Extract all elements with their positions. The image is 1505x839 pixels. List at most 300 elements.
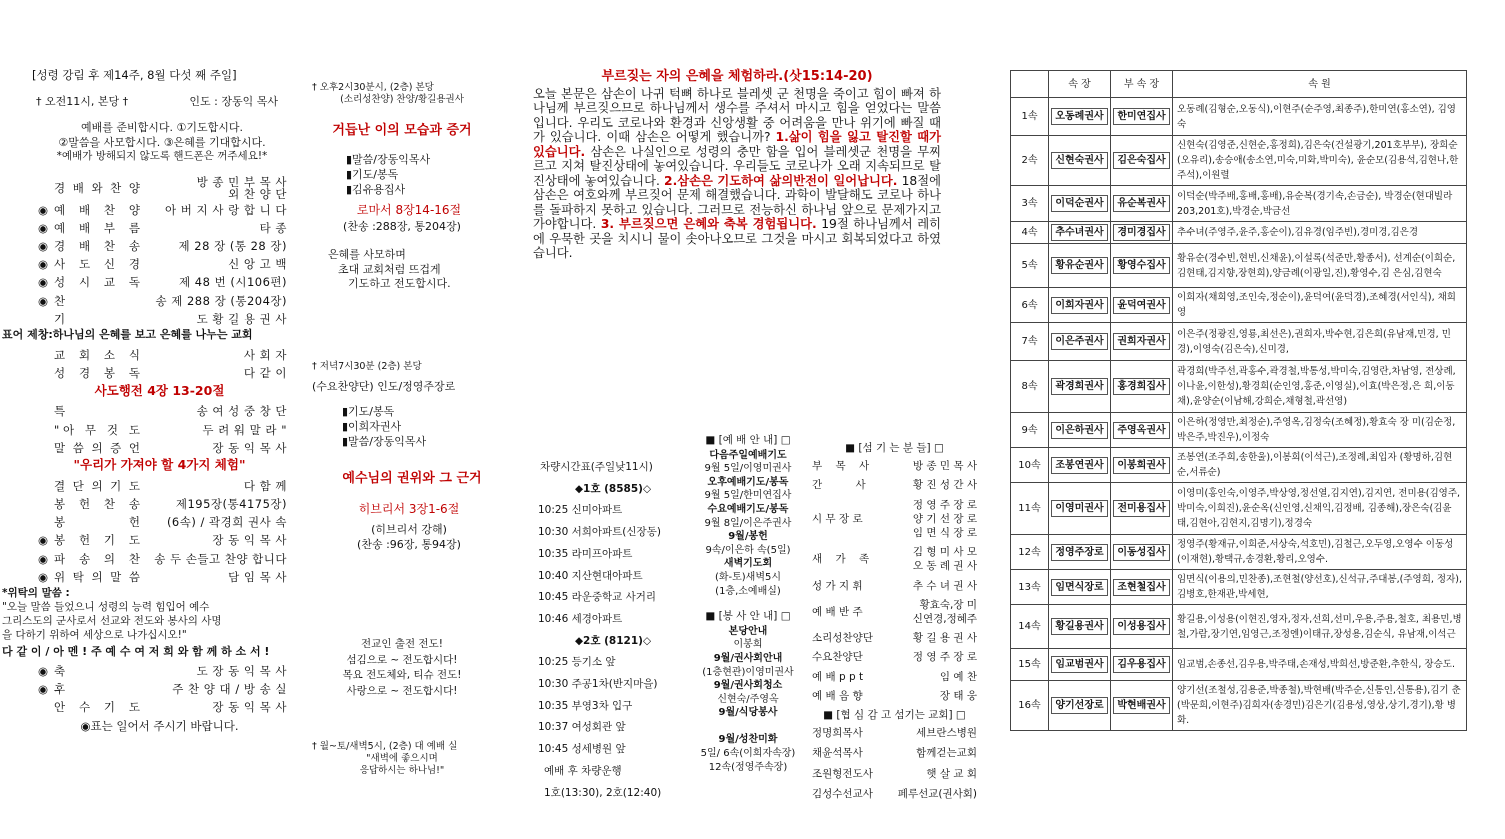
sub-leader-pill: 한미연집사	[1113, 108, 1169, 125]
staff-role: 예 배 음 향	[812, 689, 863, 702]
order-row	[32, 219, 287, 237]
staff-header: ■ [섬 기 는 분 들] □	[845, 442, 944, 454]
eve-title: 예수님의 권위와 그 근거	[342, 471, 482, 486]
cell-members: 황유순(경수빈,현빈,신채윤),이설록(석준만,황종서), 선계순(이희순,김현태,김지향,장현희),양금례(이광일,진),황영수,김 은심,김현숙	[1173, 244, 1467, 288]
order-row	[32, 201, 287, 219]
staff-name-line: 장 태 웅	[939, 689, 977, 702]
sub-leader-pill: 조현철집사	[1113, 579, 1169, 596]
vehicle-stop: 10:25 신미아파트	[538, 504, 623, 517]
order-char: 기	[103, 533, 116, 548]
order-char: 결	[54, 478, 66, 493]
leader-pill: 이은하권사	[1051, 422, 1107, 439]
sub-leader-pill: 주영옥권사	[1113, 422, 1169, 439]
order-char: 경	[54, 239, 66, 253]
sub-leader-pill: 전미용집사	[1113, 500, 1169, 517]
cell-leader	[1049, 448, 1111, 483]
cell-no: 8속	[1011, 361, 1049, 413]
order-item	[54, 275, 146, 290]
order-char: 말	[110, 569, 122, 584]
cell-sub-leader	[1111, 649, 1173, 681]
order-value: (6속) / 곽경희 권사 속	[166, 515, 287, 530]
motto-line: 표어 제창:하나님의 은혜를 보고 은혜를 나누는 교회	[2, 328, 253, 342]
staff-role: 예 배 p p t	[812, 670, 864, 683]
cell-group-row	[1011, 136, 1467, 186]
staff-name	[894, 478, 977, 492]
sermon-p4: 19절 하나님께서 레히에 우묵한 곳을 치시니 물이 솟아나오므로 그것을 마시고 회복되었다고 하였습니다.	[533, 217, 941, 261]
order-char: 기	[110, 478, 122, 493]
order-value: 다 같 이	[243, 366, 287, 381]
vehicle-stop: 10:30 서희아파트(신장동)	[538, 526, 661, 539]
order-char: 경	[54, 180, 66, 195]
vehicle-stop: 10:25 등기소 앞	[538, 656, 616, 669]
cell-leader	[1049, 361, 1111, 413]
order-char: 특	[54, 404, 66, 419]
leader-pill: 이덕순권사	[1051, 195, 1107, 212]
col-members: 속 원	[1173, 71, 1467, 98]
order-char: 안	[54, 700, 66, 715]
cell-group-row	[1011, 413, 1467, 448]
order-char: 회	[78, 347, 91, 362]
afternoon-service	[312, 82, 492, 778]
cell-group-row	[1011, 222, 1467, 244]
mission-place: 페루선교(권사회)	[897, 787, 977, 800]
leader-pill: 임면식장로	[1051, 579, 1107, 596]
order-char: 배	[78, 202, 91, 217]
order-value-line: 방 종 민 부 목 사	[196, 175, 287, 189]
order-char: 헌	[78, 497, 91, 512]
guide-line: 수요예배기도/봉독	[707, 503, 789, 515]
staff-list	[812, 441, 977, 807]
cell-no: 10속	[1011, 448, 1049, 483]
eve-item: ▮이희자권사	[342, 420, 402, 433]
order-mark: ◉	[37, 664, 49, 678]
cell-sub-leader	[1111, 288, 1173, 323]
staff-row	[812, 650, 977, 664]
order-char: 헌	[78, 533, 91, 548]
cell-group-row	[1011, 288, 1467, 323]
cell-sub-leader	[1111, 244, 1173, 288]
staff-role: 간 사	[812, 479, 866, 492]
order-char: 의	[91, 478, 103, 493]
order-char: 의	[103, 551, 116, 566]
cell-no: 1속	[1011, 98, 1049, 136]
order-char: 단	[72, 478, 84, 493]
prep-line-3: *예배가 방해되지 않도록 핸드폰은 꺼주세요!*	[56, 149, 268, 162]
sermon-point-3: 3. 부르짖으면 은혜와 축복 경험됩니다.	[600, 217, 817, 232]
staff-role: 수요찬양단	[812, 651, 863, 664]
worship-guide-header: ■ [예 배 안 내] □	[705, 434, 791, 446]
cell-sub-leader	[1111, 98, 1173, 136]
mission-row	[812, 746, 977, 760]
cell-members: 이덕순(박주배,홍배,홍배),유순복(경기속,손금순), 박경순(현대빌라203,201호),박경순,박금선	[1173, 186, 1467, 222]
cell-no: 2속	[1011, 136, 1049, 186]
cell-leader	[1049, 570, 1111, 605]
eve-hymn: (찬송 :96장, 통94장)	[357, 537, 461, 551]
staff-name	[894, 650, 977, 664]
cell-no: 7속	[1011, 323, 1049, 361]
order-char: 언	[128, 440, 140, 455]
mission-name: 김성수선교사	[812, 787, 873, 800]
cell-group-row	[1011, 186, 1467, 222]
guide-line: 9월 5일/이영미권사	[704, 463, 792, 475]
order-value-line: 외 찬 양 단	[228, 187, 287, 201]
cell-leader	[1049, 605, 1111, 649]
pm-prayer-1: 은혜를 사모하며	[328, 248, 406, 262]
staff-name	[894, 670, 977, 684]
staff-name	[894, 631, 977, 645]
order-char: 독	[128, 275, 140, 290]
sub-leader-pill: 이봉희권사	[1113, 457, 1169, 474]
service-guide-header: ■ [봉 사 안 내] □	[705, 610, 791, 623]
cell-leader	[1049, 483, 1111, 535]
order-char: 파	[54, 551, 66, 566]
service-line: (1층현관)이영미권사	[702, 666, 794, 678]
cell-members: 임교범,손종선,김우용,박주태,손재성,박희선,방준환,추한식, 장승도.	[1173, 649, 1467, 681]
footnote: ◉표는 일어서 주시기 바랍니다.	[80, 718, 239, 733]
order-item	[54, 441, 146, 456]
order-item	[54, 552, 146, 567]
commission-line: "오늘 말씀 들었으니 성령의 능력 힘입어 예수	[2, 601, 210, 614]
order-item	[54, 257, 146, 272]
order-char: 후	[54, 682, 66, 697]
order-row	[32, 274, 287, 292]
prep-line-2: ②말씀을 사모합시다. ③은혜를 기대합시다.	[58, 135, 266, 149]
order-item	[54, 366, 146, 381]
cell-no: 16속	[1011, 681, 1049, 731]
vehicle-group-1: ◆1호 (8585)◇	[574, 482, 652, 495]
cell-leader	[1049, 323, 1111, 361]
cell-members: 황길용,이성용(이현진,영자,정자,선희,선미,우용,주용,철호, 최용민,병철,가람,장기연,임영근,조정엔)이태규,장성용,김순식, 유남재,이석근	[1173, 605, 1467, 649]
staff-role: 새 가 족	[812, 553, 870, 566]
cell-members: 이희자(채희영,조인숙,정순이),윤덕여(윤덕경),조혜경(서인식), 채희영	[1173, 288, 1467, 323]
dawn-2: 응답하시는 하나님!"	[359, 765, 445, 777]
order-mark: ◉	[37, 569, 49, 584]
cell-no: 4속	[1011, 222, 1049, 244]
order-mark: ◉	[37, 275, 49, 290]
order-value: 송 두 손들고 찬양 합니다	[154, 551, 287, 566]
dawn-time: † 월~토/새벽5시, (2층) 대 예배 실	[312, 740, 458, 752]
cell-sub-leader	[1111, 136, 1173, 186]
service-leader: 인도 : 장동익 목사	[189, 94, 278, 108]
service-line: 9월/권사회안내	[713, 652, 783, 664]
order-item	[54, 221, 146, 236]
leader-pill: 양기선장로	[1051, 697, 1107, 714]
guide-line: 오후예배기도/봉독	[707, 476, 789, 488]
order-char: 위	[54, 569, 66, 584]
staff-row	[812, 579, 977, 593]
cell-group-row	[1011, 244, 1467, 288]
order-value: 담 임 목 사	[228, 569, 287, 584]
staff-name-line: 황 진 성 간 사	[912, 479, 977, 492]
cell-sub-leader	[1111, 222, 1173, 244]
cell-leader	[1049, 186, 1111, 222]
order-row	[32, 550, 287, 568]
service-time: † 오전11시, 본당 †	[36, 94, 129, 108]
staff-row	[812, 459, 977, 473]
order-char: 도	[128, 478, 140, 493]
cell-no: 3속	[1011, 186, 1049, 222]
leader-pill: 이영미권사	[1051, 500, 1107, 517]
staff-role: 시 무 장 로	[812, 512, 863, 525]
eve-time: † 저녁7시30분 (2층) 본당	[312, 361, 422, 373]
order-char: 교	[54, 347, 66, 362]
cell-sub-leader	[1111, 323, 1173, 361]
order-mark: ◉	[37, 293, 49, 308]
order-char: 성	[54, 275, 66, 290]
order-char: 축	[54, 664, 66, 678]
order-row	[32, 237, 287, 255]
slogan-2: 섬김으로 ~ 전도합시다!	[346, 653, 458, 666]
cell-no: 11속	[1011, 483, 1049, 535]
staff-name	[894, 545, 977, 573]
order-row	[32, 568, 287, 586]
vehicle-stop: 10:45 성세병원 앞	[538, 743, 626, 756]
cell-members: 이은주(정광진,영룡,최선은),권희자,박수현,김은희(유남재,민경, 민경),이영숙(김은숙),신미경,	[1173, 323, 1467, 361]
pm-scripture: 로마서 8장14-16절	[356, 202, 462, 217]
order-value: 도 황 길 용 권 사	[196, 311, 287, 326]
order-char: 찬	[103, 497, 116, 512]
order-item	[54, 181, 146, 196]
order-char: 송	[128, 497, 140, 512]
cell-no: 15속	[1011, 649, 1049, 681]
order-char: 도	[78, 257, 91, 272]
order-value: 송 제 288 장 (통204장)	[155, 293, 287, 308]
slogan-1: 전교인 출전 전도!	[361, 638, 443, 651]
order-value: 송 여 성 중 창 단	[196, 404, 287, 419]
order-char: 름	[128, 220, 140, 235]
pm-time: † 오후2시30분시, (2층) 본당	[312, 82, 434, 93]
order-row	[32, 292, 287, 310]
mission-name: 채윤석목사	[812, 747, 863, 760]
sub-leader-pill: 윤덕여권사	[1113, 297, 1169, 314]
staff-role: 부 목 사	[812, 460, 870, 473]
order-char: 봉	[54, 497, 66, 512]
staff-name-line: 추 수 녀 권 사	[912, 579, 977, 592]
cell-group-row	[1011, 448, 1467, 483]
staff-row	[812, 631, 977, 645]
order-char: 교	[103, 275, 116, 290]
order-value: 장 동 익 목 사	[212, 700, 287, 715]
order-char: 독	[128, 366, 140, 381]
sermon-p3: 18절에 삼손은 여호와께 부르짖어 문제 해결했습니다. 과학이 발달해도 코로나 하나를 돌파하지 못하고 있습니다. 그러므로 전능하신 하나님 앞으로 문제가지고 가야합니다.	[533, 173, 941, 232]
order-char: 소	[103, 347, 116, 362]
cell-sub-leader	[1111, 570, 1173, 605]
order-char: 의	[91, 440, 103, 455]
order-item	[54, 423, 146, 438]
service-line: 9월/권사회청소	[713, 680, 783, 692]
vehicle-stop: 10:45 라운중학교 사거리	[538, 591, 657, 604]
sub-leader-pill: 이동성집사	[1113, 544, 1169, 561]
staff-name-line: 정 영 주 장 로	[912, 498, 977, 511]
order-char: 봉	[54, 515, 66, 530]
scripture-reading: 사도행전 4장 13-20절	[94, 382, 225, 398]
order-row	[32, 256, 287, 274]
service-line: 이봉희	[733, 639, 763, 651]
order-item	[54, 348, 146, 363]
vehicle-stop: 예배 후 차량운행	[544, 764, 622, 777]
order-char: 배	[78, 220, 91, 235]
cell-leader	[1049, 535, 1111, 570]
order-char: 찬	[103, 239, 116, 253]
order-char: 것	[106, 422, 118, 437]
cell-leader	[1049, 98, 1111, 136]
order-char: 헌	[128, 515, 140, 530]
staff-row	[812, 545, 977, 573]
order-of-worship	[32, 68, 292, 163]
commission-line: 그리스도의 군사로서 선교와 전도와 봉사의 사명	[2, 615, 222, 628]
staff-name-line: 방 종 민 목 사	[912, 460, 977, 473]
eve-leader: (수요찬양단) 인도/정영주장로	[312, 379, 456, 393]
cell-group-row	[1011, 361, 1467, 413]
order-mark: ◉	[37, 551, 49, 566]
cell-group-row	[1011, 681, 1467, 731]
guide-line: (화-토)새벽5시	[714, 571, 782, 583]
order-value: 제 28 장 (통 28 장)	[178, 239, 287, 253]
order-char: 봉	[103, 366, 116, 381]
guide-line: 9속/이은하 속(5일)	[705, 544, 791, 556]
pm-item: ▮기도/봉독	[346, 167, 399, 181]
cell-members: 양기선(조철성,김용준,박종철),박현배(박주순,신통인,신통용),김기 춘(박문희,이현주)김희자(송경민)김은기(김용성,영상,상기,경기),황 병화.	[1173, 681, 1467, 731]
sermon-body	[533, 87, 941, 261]
staff-name	[894, 498, 977, 541]
order-value: 장 동 익 목 사	[212, 533, 287, 548]
order-char: 식	[128, 347, 140, 362]
commission-head: *위탁의 말씀 :	[2, 587, 70, 600]
order-row	[32, 495, 287, 513]
mission-place: 함께걷는교회	[916, 747, 977, 760]
order-value	[146, 176, 287, 200]
staff-name	[894, 579, 977, 593]
guide-line: 9월 5일/한미연집사	[704, 490, 792, 502]
leader-pill: 조봉연권사	[1051, 457, 1107, 474]
cell-no: 9속	[1011, 413, 1049, 448]
cell-members: 정영주(황재규,이희준,서상숙,석호민),김철근,오두영,오영수 이동성(이재현),황택규,송경환,황리,오영수.	[1173, 535, 1467, 570]
order-row	[32, 346, 287, 364]
service-line: 12속(정영주속장)	[708, 761, 788, 773]
order-char: 증	[110, 440, 122, 455]
staff-row	[812, 689, 977, 703]
leader-pill: 추수녀권사	[1051, 224, 1107, 241]
prep-line-1: 예배를 준비합시다. ①기도합시다.	[81, 121, 243, 135]
staff-row	[812, 478, 977, 492]
staff-role: 소리성찬양단	[812, 632, 873, 645]
order-char: 양	[128, 202, 140, 217]
guide-line: 9월 8일/이은주권사	[704, 517, 792, 529]
guide-line: 9월/봉헌	[728, 531, 768, 543]
staff-name	[894, 598, 977, 626]
sub-leader-pill: 권희자권사	[1113, 333, 1169, 350]
order-row	[32, 681, 287, 699]
cell-sub-leader	[1111, 413, 1173, 448]
order-char: 무	[84, 422, 97, 437]
pm-leader: (소리성찬양) 찬양/황길용권사	[340, 94, 464, 106]
staff-name	[894, 459, 977, 473]
sub-leader-pill: 홍경희집사	[1113, 378, 1169, 395]
staff-name-line: 임 예 찬	[939, 670, 977, 683]
sub-leader-pill: 유순복권사	[1113, 195, 1169, 212]
order-value: 장 동 익 목 사	[212, 440, 287, 455]
order-char: 송	[78, 551, 91, 566]
order-item	[54, 682, 146, 697]
leader-pill: 임교범권사	[1051, 656, 1107, 673]
guide-line: 새벽기도회	[723, 558, 773, 570]
order-char: 예	[54, 202, 66, 217]
order-value: 사 회 자	[243, 347, 287, 362]
order-mark: ◉	[37, 220, 49, 235]
order-char: 도	[128, 422, 140, 437]
order-row	[32, 365, 287, 383]
order-item	[54, 312, 146, 327]
cell-sub-leader	[1111, 361, 1173, 413]
leader-pill: 황길용권사	[1051, 618, 1107, 635]
mission-name: 정명희목사	[812, 727, 863, 740]
leader-pill: 오동례권사	[1051, 108, 1107, 125]
commission-line: 을 다하기 위하여 세상으로 나가십시오!"	[2, 629, 187, 642]
order-char: 배	[78, 239, 91, 253]
order-rows	[2, 175, 287, 734]
sermon-p2: 삼손은 나실인으로 성령의 충만 함을 입어 블레셋군 천명을 무찌르고 지쳐 탈진상태에 놓여있습니다. 우리들도 코로나가 오래 지속되므로 탈진상태에 놓여있습니다.	[533, 144, 941, 188]
cell-leader	[1049, 244, 1111, 288]
staff-name	[894, 689, 977, 703]
cell-group-row	[1011, 649, 1467, 681]
order-char: 탁	[72, 569, 84, 584]
guide-line: 다음주일예배기도	[709, 449, 787, 461]
sermon-point-1: 1.삶이 힘을 잃고 탈진할 때가 있습니다.	[533, 130, 941, 159]
staff-row	[812, 498, 977, 541]
pm-item: ▮말씀/장동익목사	[346, 152, 431, 166]
order-char: 시	[78, 275, 91, 290]
vehicle-stop: 10:30 주공1차(반지마을)	[538, 678, 658, 691]
cell-group-row	[1011, 570, 1467, 605]
cell-members: 조봉연(조주희,송한울),이봉희(이석근),조정례,최입자 (황명하,김현순,서류순)	[1173, 448, 1467, 483]
slogan-3: 목요 전도체와, 티슈 전도!	[342, 669, 462, 682]
staff-name-line: 신연경,정혜주	[912, 613, 977, 626]
staff-name-line: 정 영 주 장 로	[912, 651, 977, 664]
order-item	[54, 497, 146, 512]
pm-hymn: (찬송 :288장, 통204장)	[343, 220, 461, 234]
sub-leader-pill: 황영수집사	[1113, 257, 1169, 274]
cell-no: 6속	[1011, 288, 1049, 323]
cell-group-row	[1011, 605, 1467, 649]
sermon-summary-title: 부르짖는 자의 은혜을 체험하라.(삿15:14-20)	[601, 69, 873, 84]
order-value: 주 찬 양 대 / 방 송 실	[172, 682, 287, 697]
order-char: 찬	[110, 180, 122, 195]
staff-role: 성 가 지 휘	[812, 579, 863, 592]
order-item	[54, 404, 146, 419]
sub-leader-pill: 이성용집사	[1113, 618, 1169, 635]
dawn-1: "새벽에 좋으시며	[366, 752, 438, 764]
order-char: 성	[54, 366, 66, 381]
order-char: 와	[91, 180, 103, 195]
cell-leader	[1049, 649, 1111, 681]
vehicle-stop: 10:35 부영3차 입구	[538, 699, 633, 712]
cell-group-row	[1011, 98, 1467, 136]
cell-no: 14속	[1011, 605, 1049, 649]
order-char: 사	[54, 257, 66, 272]
vehicle-header: 차량시간표(주일낮11시)	[540, 461, 653, 473]
order-row	[32, 403, 287, 421]
cell-group-row	[1011, 483, 1467, 535]
order-item	[54, 479, 146, 494]
order-value: 아 버 지 사 랑 합 니 다	[165, 202, 287, 217]
mission-row	[812, 787, 977, 801]
order-value: 타 종	[259, 220, 287, 235]
order-item	[54, 664, 146, 679]
cell-members: 임면식(이용의,민찬종),조현철(양선호),신석규,주대봉,(주영희, 정자),김병호,한재관,박세현,	[1173, 570, 1467, 605]
cell-group-row	[1011, 535, 1467, 570]
order-char: 도	[128, 533, 140, 548]
cell-group-row	[1011, 323, 1467, 361]
